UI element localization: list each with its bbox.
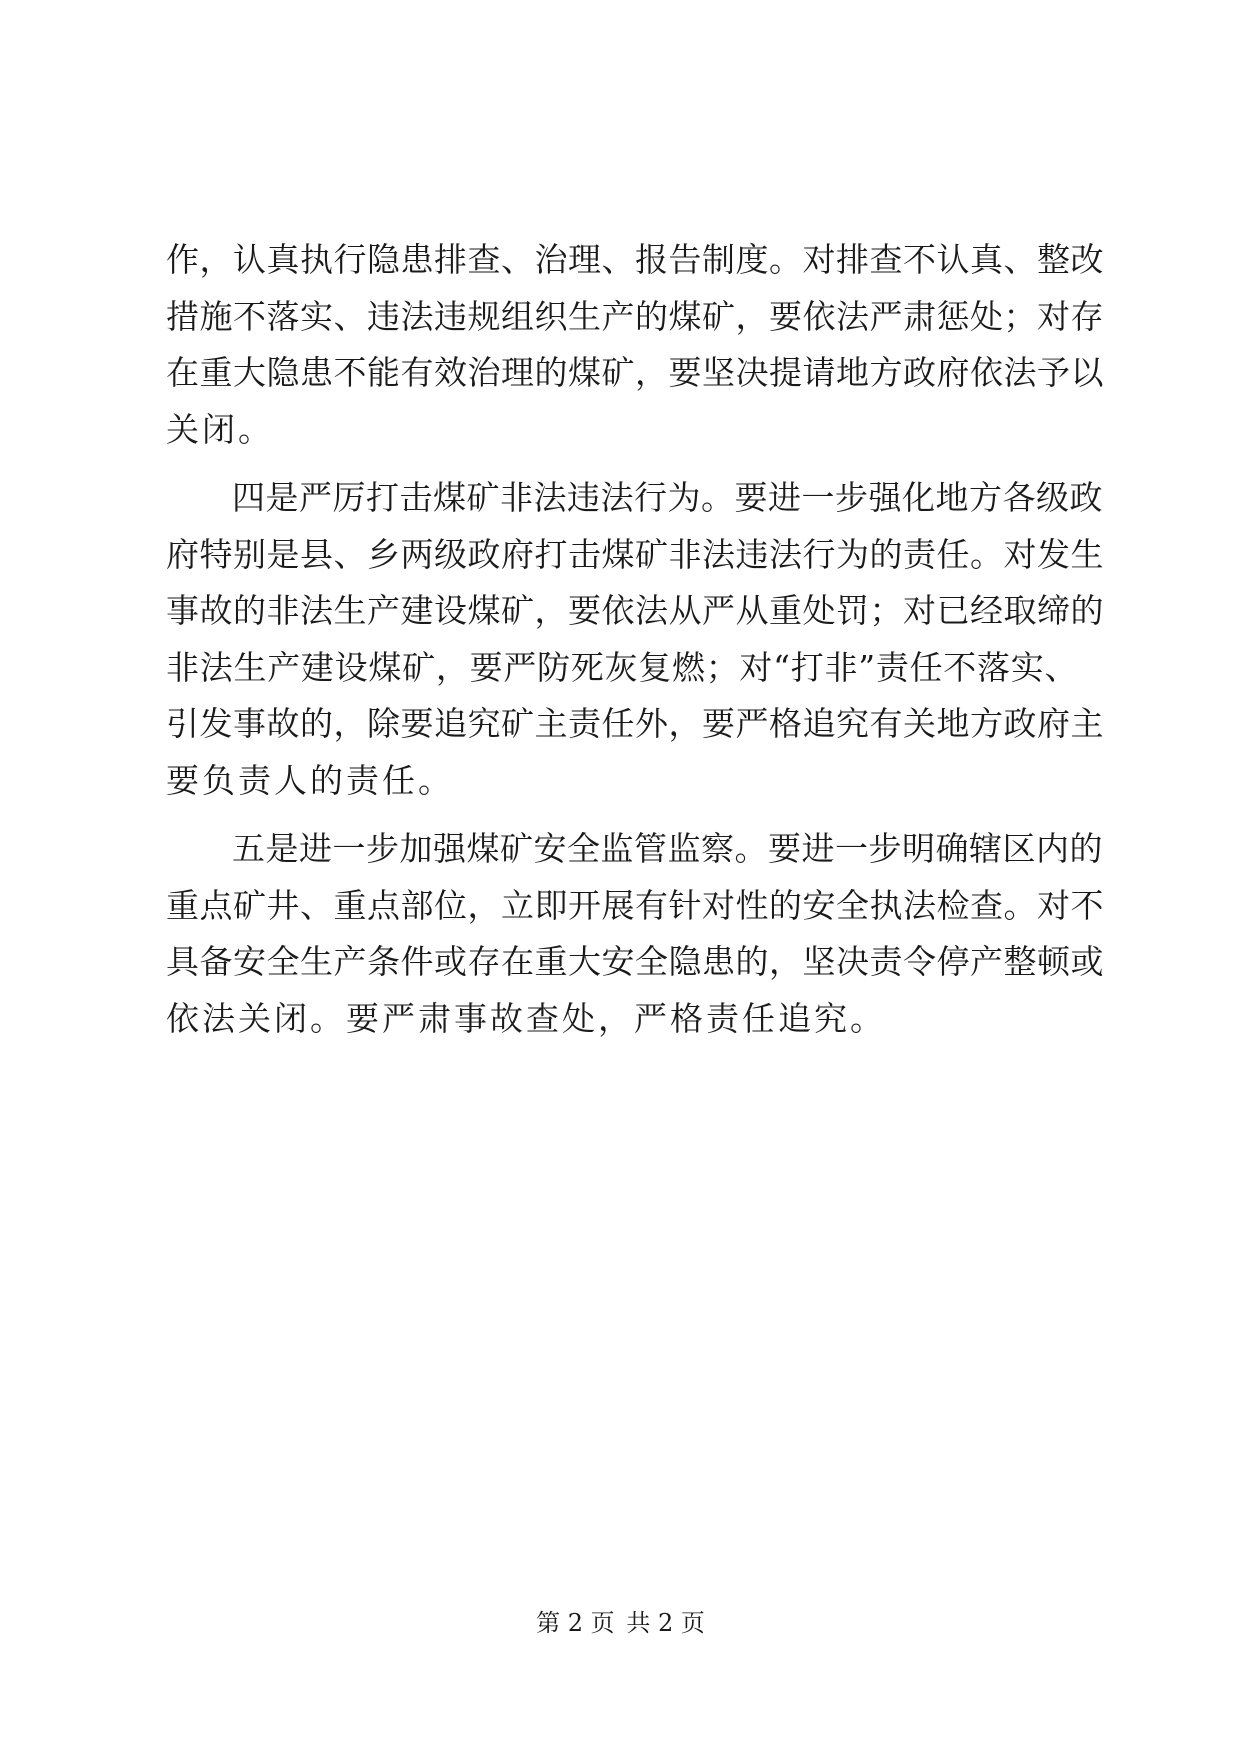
paragraph-gap — [166, 809, 1078, 821]
page-footer — [0, 1608, 1241, 1638]
text-line: 五是进一步加强煤矿安全监管监察。要进一步明确辖区内的 — [232, 829, 1103, 868]
text-line: 在重大隐患不能有效治理的煤矿，要坚决提请地方政府依法予以 — [166, 353, 1104, 392]
text-line: 四是严厉打击煤矿非法违法行为。要进一步强化地方各级政 — [232, 478, 1103, 517]
page-number: 第 2 页 — [536, 1609, 615, 1637]
text-line: 关闭。 — [166, 409, 274, 449]
page-total: 共 2 页 — [626, 1609, 705, 1637]
paragraph-point-five — [166, 821, 1104, 1047]
text-line: 作，认真执行隐患排查、治理、报告制度。对排查不认真、整改 — [166, 240, 1104, 279]
text-line: 非法生产建设煤矿，要严防死灰复燃；对“打非”责任不落实、 — [166, 647, 1078, 687]
document-body — [166, 232, 1104, 1047]
text-line: 重点矿井、重点部位，立即开展有针对性的安全执法检查。对不 — [166, 885, 1104, 925]
text-line: 依法关闭。要严肃事故查处，严格责任追究。 — [166, 998, 886, 1038]
paragraph-continuation — [166, 232, 1104, 458]
text-line: 具备安全生产条件或存在重大安全隐患的，坚决责令停产整顿或 — [166, 942, 1104, 981]
text-line: 事故的非法生产建设煤矿，要依法从严从重处罚；对已经取缔的 — [166, 591, 1104, 630]
text-line: 要负责人的责任。 — [166, 760, 454, 800]
text-line: 引发事故的，除要追究矿主责任外，要严格追究有关地方政府主 — [166, 704, 1104, 743]
paragraph-gap — [166, 458, 1078, 470]
text-line: 措施不落实、违法违规组织生产的煤矿，要依法严肃惩处；对存 — [166, 296, 1104, 336]
text-line: 府特别是县、乡两级政府打击煤矿非法违法行为的责任。对发生 — [166, 534, 1104, 574]
paragraph-point-four — [166, 470, 1104, 809]
